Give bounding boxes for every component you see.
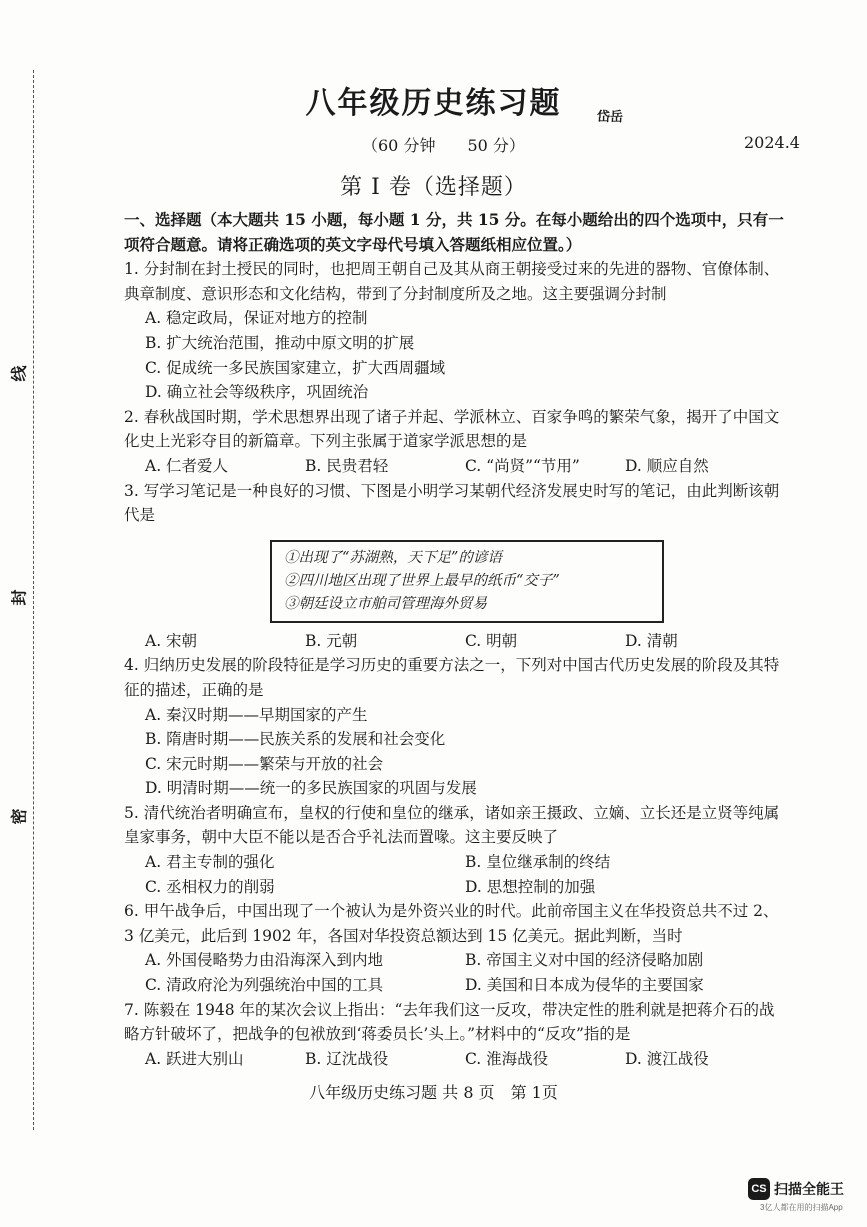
question-stem: 2. 春秋战国时期，学术思想界出现了诸子并起、学派林立、百家争鸣的繁荣气象，揭开了中国文化史上光彩夺目的新篇章。下列主张属于道家学派思想的是 [124, 407, 780, 451]
option-b: B. 扩大统治范围，推动中原文明的扩展 [145, 333, 415, 352]
option-a: A. 秦汉时期——早期国家的产生 [145, 705, 368, 724]
options-row [124, 1047, 786, 1072]
question-3 [124, 479, 786, 654]
section-title: 第 I 卷（选择题） [340, 175, 527, 200]
section-instructions: 一、选择题（本大题共 15 小题，每小题 1 分，共 15 分。在每小题给出的四个选项中，只有一项符合题意。请将正确选项的英文字母代号填入答题纸相应位置。） [124, 210, 784, 254]
binding-mark-line: 线 [9, 365, 29, 382]
options-row [124, 850, 786, 875]
option-d: D. 美国和日本成为侵华的主要国家 [465, 976, 704, 995]
option-b: B. 皇位继承制的终结 [465, 853, 611, 872]
page-footer: 八年级历史练习题 共 8 页 第 1页 [309, 1083, 558, 1102]
question-4 [124, 653, 786, 801]
option-c: C. 促成统一多民族国家建立，扩大西周疆域 [145, 358, 446, 377]
option-a: A. 跃进大别山 [145, 1049, 244, 1068]
option-d: D. 渡江战役 [625, 1049, 709, 1068]
option-a: A. 外国侵略势力由沿海深入到内地 [145, 951, 384, 970]
study-note-box [270, 540, 664, 623]
option-a: A. 稳定政局，保证对地方的控制 [145, 309, 368, 328]
note-line: ③朝廷设立市舶司管理海外贸易 [284, 595, 487, 612]
duration-score: （60 分钟 50 分） [362, 136, 525, 155]
option-d: D. 明清时期——统一的多民族国家的巩固与发展 [145, 779, 477, 798]
option-a: A. 宋朝 [145, 631, 198, 650]
option-d: D. 清朝 [625, 631, 678, 650]
binding-mark-seal: 封 [9, 589, 29, 606]
option-c: C. 淮海战役 [465, 1049, 549, 1068]
option-b: B. 辽沈战役 [305, 1049, 389, 1068]
option-d: D. 确立社会等级秩序，巩固统治 [145, 383, 369, 402]
option-b: B. 隋唐时期——民族关系的发展和社会变化 [145, 730, 446, 749]
option-a: A. 君主专制的强化 [145, 853, 275, 872]
question-area [124, 208, 786, 1071]
scanner-tagline: 3亿人都在用的扫描App [760, 1203, 843, 1212]
option-d: D. 思想控制的加强 [465, 877, 596, 896]
option-c: C. 宋元时期——繁荣与开放的社会 [145, 754, 384, 773]
note-line: ②四川地区出现了世界上最早的纸币“交子” [284, 572, 560, 589]
options-row [124, 454, 786, 479]
option-c: C. “尚贤”“节用” [465, 456, 580, 475]
scanner-watermark [748, 1178, 844, 1200]
question-stem: 3. 写学习笔记是一种良好的习惯、下图是小明学习某朝代经济发展史时写的笔记，由此判断该朝代是 [124, 481, 780, 525]
option-b: B. 民贵君轻 [305, 456, 389, 475]
question-stem: 1. 分封制在封土授民的同时，也把周王朝自己及其从商王朝接受过来的先进的器物、官僚体制、典章制度、意识形态和文化结构，带到了分封制度所及之地。这主要强调分封制 [124, 260, 780, 303]
option-b: B. 帝国主义对中国的经济侵略加剧 [465, 951, 704, 970]
options-row [124, 973, 786, 998]
camscanner-logo-icon: CS [748, 1178, 770, 1200]
binding-dashed-line [33, 70, 34, 1130]
option-c: C. 明朝 [465, 631, 518, 650]
options-row [124, 875, 786, 900]
option-a: A. 仁者爱人 [145, 456, 229, 475]
question-5 [124, 801, 786, 899]
option-c: C. 清政府沦为列强统治中国的工具 [145, 976, 384, 995]
options-row [124, 948, 786, 973]
question-stem: 7. 陈毅在 1948 年的某次会议上指出：“去年我们这一反攻，带决定性的胜利就是把蒋介石的战略方针破坏了，把战争的包袱放到‘蒋委员长’头上。”材料中的“反攻”指的是 [124, 1000, 775, 1044]
exam-date: 2024.4 [744, 133, 800, 152]
question-6 [124, 899, 786, 997]
question-stem: 6. 甲午战争后，中国出现了一个被认为是外资兴业的时代。此前帝国主义在华投资总共不过 2、3 亿美元，此后到 1902 年，各国对华投资总额达到 15 亿美元。据此判断，当时 [124, 902, 779, 945]
option-d: D. 顺应自然 [625, 456, 709, 475]
question-stem: 5. 清代统治者明确宣布，皇权的行使和皇位的继承，诸如亲王摄政、立嫡、立长还是立贤等纯属皇家事务，朝中大臣不能以是否合乎礼法而置喙。这主要反映了 [124, 803, 780, 847]
note-line: ①出现了“苏湖熟，天下足”的谚语 [284, 549, 502, 566]
question-7 [124, 998, 786, 1072]
option-b: B. 元朝 [305, 631, 358, 650]
question-stem: 4. 归纳历史发展的阶段特征是学习历史的重要方法之一，下列对中国古代历史发展的阶段及其特征的描述，正确的是 [124, 656, 780, 699]
option-c: C. 丞相权力的削弱 [145, 877, 275, 896]
options-row [124, 629, 786, 654]
region-mark: 岱岳 [597, 110, 624, 125]
binding-mark-secret: 密 [9, 808, 29, 825]
question-1 [124, 257, 786, 405]
question-2 [124, 405, 786, 479]
scanner-brand: 扫描全能王 [774, 1181, 844, 1197]
exam-title: 八年级历史练习题 [305, 86, 562, 121]
